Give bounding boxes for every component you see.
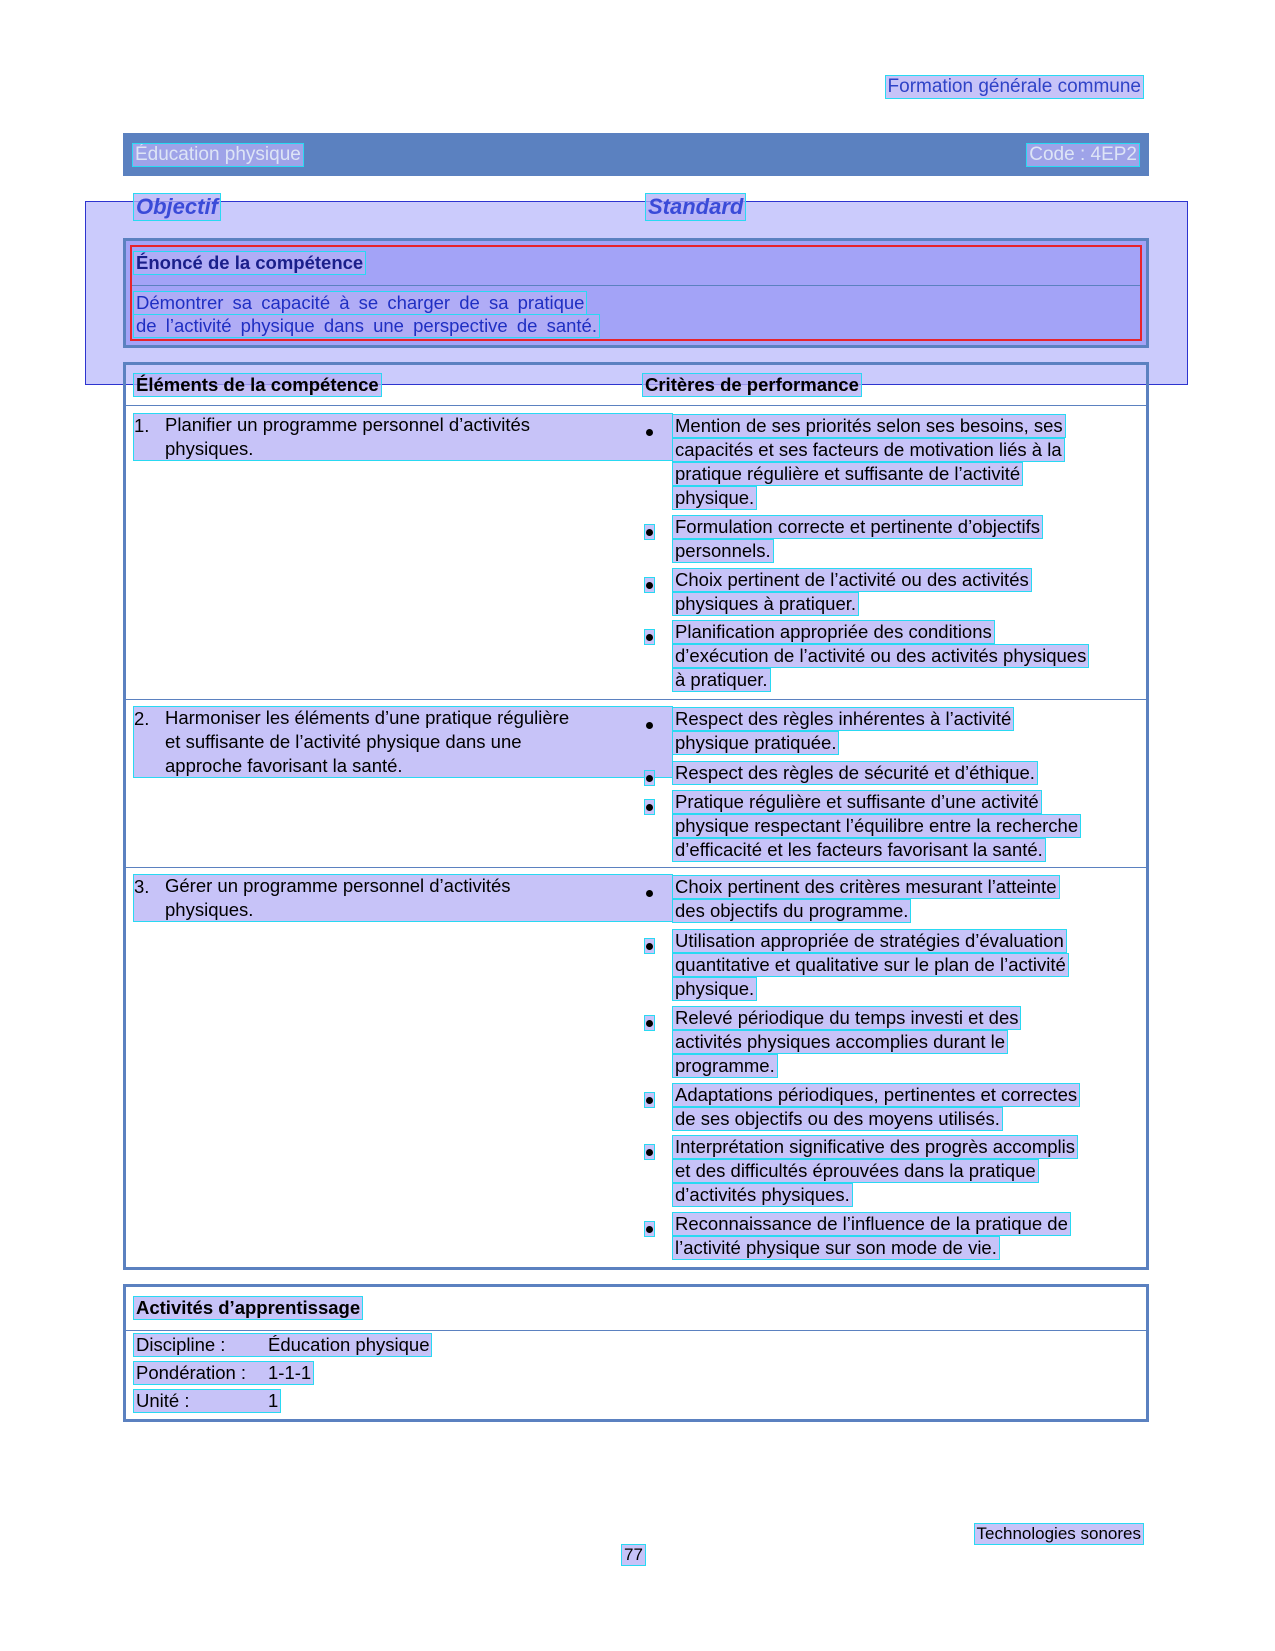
discipline-value: Éducation physique: [268, 1334, 430, 1355]
criterion-text: Pratique régulière et suffisante d’une activité: [675, 791, 1039, 812]
bullet-icon: [645, 425, 653, 439]
element-number: 1.: [134, 415, 150, 436]
criterion-text: Respect des règles de sécurité et d’éthique.: [675, 762, 1035, 783]
criterion-text: à pratiquer.: [675, 669, 768, 690]
criterion-text: programme.: [675, 1055, 775, 1076]
discipline-label: Discipline :: [136, 1334, 226, 1355]
criterion-text: d’efficacité et les facteurs favorisant la santé.: [675, 839, 1043, 860]
enonce-line: Démontrer sa capacité à se charger de sa pratique: [136, 292, 585, 313]
element-text: physiques.: [165, 899, 254, 920]
criterion-text: Respect des règles inhérentes à l’activité: [675, 708, 1012, 729]
criterion-text: d’exécution de l’activité ou des activités physiques: [675, 645, 1087, 666]
bullet-icon: [645, 718, 653, 732]
standard-label: Standard: [648, 194, 744, 219]
criterion-text: physiques à pratiquer.: [675, 593, 857, 614]
criterion-text: physique.: [675, 978, 755, 999]
element-number: 2.: [134, 708, 150, 729]
ponderation-label: Pondération :: [136, 1362, 247, 1383]
activities-divider: [126, 1330, 1146, 1331]
bullet-icon: [645, 1016, 654, 1030]
bullet-icon: [645, 1222, 654, 1236]
criterion-text: Utilisation appropriée de stratégies d’évaluation: [675, 930, 1064, 951]
element-text: Harmoniser les éléments d’une pratique régulière: [165, 707, 570, 728]
criterion-text: personnels.: [675, 540, 771, 561]
criterion-text: de ses objectifs ou des moyens utilisés.: [675, 1108, 1000, 1129]
enonce-title: Énoncé de la compétence: [136, 252, 364, 273]
criterion-text: d’activités physiques.: [675, 1184, 850, 1205]
criterion-text: Relevé périodique du temps investi et des: [675, 1007, 1019, 1028]
enonce-divider: [132, 285, 1140, 286]
ponderation-row: [134, 1362, 313, 1384]
criterion-text: pratique régulière et suffisante de l’activité: [675, 463, 1021, 484]
ponderation-value: 1-1-1: [268, 1362, 312, 1383]
criterion-text: Interprétation significative des progrès accomplis: [675, 1136, 1075, 1157]
criterion-text: activités physiques accomplies durant le: [675, 1031, 1006, 1052]
criterion-text: capacités et ses facteurs de motivation liés à la: [675, 439, 1062, 460]
bullet-icon: [645, 1145, 654, 1159]
course-code: Code : 4EP2: [1029, 143, 1137, 165]
criterion-text: physique respectant l’équilibre entre la recherche: [675, 815, 1079, 836]
criterion-text: des objectifs du programme.: [675, 900, 909, 921]
element-text: Gérer un programme personnel d’activités: [165, 875, 511, 896]
criterion-text: Choix pertinent des critères mesurant l’atteinte: [675, 876, 1057, 897]
bullet-icon: [645, 939, 654, 953]
criterion-text: et des difficultés éprouvées dans la pratique: [675, 1160, 1036, 1181]
table-row-divider: [126, 867, 1146, 868]
bullet-icon: [645, 630, 654, 644]
bullet-icon: [645, 525, 654, 539]
table-header-divider: [126, 405, 1146, 406]
course-title-bar: [123, 133, 1149, 176]
bullet-icon: [645, 1093, 654, 1107]
element-text: approche favorisant la santé.: [165, 755, 403, 776]
element-text: Planifier un programme personnel d’activités: [165, 414, 531, 435]
program-header: Formation générale commune: [887, 76, 1141, 97]
unite-value: 1: [268, 1390, 279, 1411]
column-header-criteria: Critères de performance: [645, 374, 859, 395]
criterion-text: Choix pertinent de l’activité ou des activités: [675, 569, 1029, 590]
criterion-text: Reconnaissance de l’influence de la pratique de: [675, 1213, 1068, 1234]
column-header-elements: Éléments de la compétence: [136, 374, 379, 395]
page-number: 77: [624, 1545, 643, 1564]
table-row-divider: [126, 699, 1146, 700]
unite-label: Unité :: [136, 1390, 190, 1411]
element-number: 3.: [134, 876, 150, 897]
bullet-icon: [645, 800, 654, 814]
criterion-text: Planification appropriée des conditions: [675, 621, 992, 642]
criterion-text: Mention de ses priorités selon ses besoins, ses: [675, 415, 1063, 436]
criterion-text: physique pratiquée.: [675, 732, 837, 753]
bullet-icon: [645, 578, 654, 592]
criterion-text: quantitative et qualitative sur le plan de l’activité: [675, 954, 1066, 975]
bullet-icon: [645, 886, 653, 900]
course-title: Éducation physique: [135, 143, 301, 165]
enonce-line: de l’activité physique dans une perspective de santé.: [136, 315, 597, 336]
discipline-row: [134, 1334, 431, 1356]
element-text: physiques.: [165, 438, 254, 459]
footer-program: Technologies sonores: [976, 1524, 1141, 1543]
bullet-icon: [645, 771, 654, 785]
objective-label: Objectif: [136, 194, 218, 219]
criterion-text: l’activité physique sur son mode de vie.: [675, 1237, 997, 1258]
activities-title: Activités d’apprentissage: [136, 1297, 361, 1318]
criterion-text: physique.: [675, 487, 755, 508]
criterion-text: Formulation correcte et pertinente d’objectifs: [675, 516, 1041, 537]
element-text: et suffisante de l’activité physique dans une: [165, 731, 522, 752]
criterion-text: Adaptations périodiques, pertinentes et correctes: [675, 1084, 1078, 1105]
unite-row: [134, 1390, 280, 1412]
